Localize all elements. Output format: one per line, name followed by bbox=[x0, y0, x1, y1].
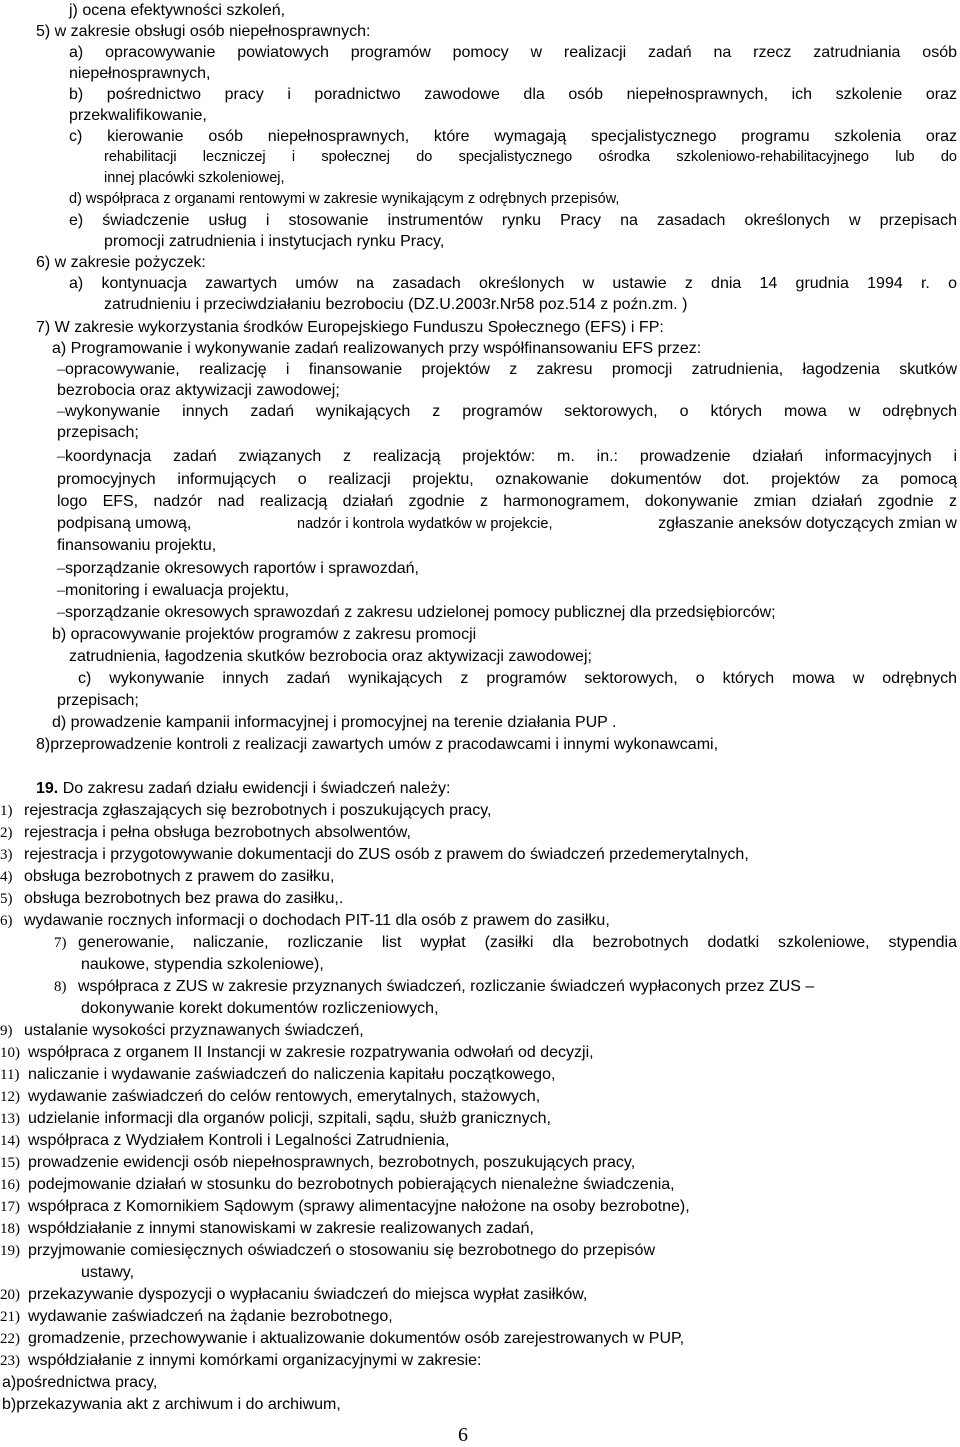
list-item: 19) przyjmowanie comiesięcznych oświadczeń o stosowaniu się bezrobotnego do przepisów bbox=[0, 1242, 655, 1259]
item-7a-bullet3-line3: logo EFS, nadzór nad realizacją działań zgodnie z harmonogramem, dokonywanie zmian działań zgodnie z bbox=[57, 493, 957, 510]
list-item: 5) obsługa bezrobotnych bez prawa do zasiłku,. bbox=[0, 890, 344, 907]
list-item: 6) wydawanie rocznych informacji o dochodach PIT-11 dla osób z prawem do zasiłku, bbox=[0, 912, 610, 929]
dash-icon: – bbox=[57, 403, 65, 420]
list-item: 11) naliczanie i wydawanie zaświadczeń do naliczenia kapitału początkowego, bbox=[0, 1066, 556, 1083]
dash-icon: – bbox=[57, 448, 65, 465]
dash-icon: – bbox=[57, 582, 65, 599]
item-5b-line1: b) pośrednictwo pracy i poradnictwo zawodowe dla osób niepełnosprawnych, ich szkolenie oraz bbox=[69, 86, 957, 103]
item-7a-bullet5: –monitoring i ewaluacja projektu, bbox=[57, 582, 290, 599]
dash-icon: – bbox=[57, 361, 65, 378]
list-item-continuation: naukowe, stypendia szkoleniowe), bbox=[81, 956, 324, 973]
item-7a-bullet3-line1: –koordynacja zadań związanych z realizacją projektów: m. in.: prowadzenie działań informacyjnych i bbox=[57, 448, 957, 465]
list-item: 10) współpraca z organem II Instancji w zakresie rozpatrywania odwołań od decyzji, bbox=[0, 1044, 594, 1061]
list-item: 21) wydawanie zaświadczeń na żądanie bezrobotnego, bbox=[0, 1308, 393, 1325]
item-7a-bullet6: –sporządzanie okresowych sprawozdań z zakresu udzielonej pomocy publicznej dla przedsiębiorców; bbox=[57, 604, 776, 621]
list-item: 15) prowadzenie ewidencji osób niepełnosprawnych, bezrobotnych, poszukujących pracy, bbox=[0, 1154, 636, 1171]
list-item: 13) udzielanie informacji dla organów policji, szpitali, sądu, służb granicznych, bbox=[0, 1110, 551, 1127]
list-item-continuation: dokonywanie korekt dokumentów rozliczeniowych, bbox=[81, 1000, 439, 1017]
item-7d: d) prowadzenie kampanii informacyjnej i promocyjnej na terenie działania PUP . bbox=[52, 714, 617, 731]
item-7b-line2: zatrudnienia, łagodzenia skutków bezrobocia oraz aktywizacji zawodowej; bbox=[69, 648, 592, 665]
list-item: 17) współpraca z Komornikiem Sądowym (sprawy alimentacyjne nałożone na osoby bezrobotne), bbox=[0, 1198, 690, 1215]
item-7a-heading: a) Programowanie i wykonywanie zadań realizowanych przy współfinansowaniu EFS przez: bbox=[52, 340, 702, 357]
item-5c-line1: c) kierowanie osób niepełnosprawnych, które wymagają specjalistycznego programu szkolenia oraz bbox=[69, 128, 957, 145]
item-8: 8)przeprowadzenie kontroli z realizacji zawartych umów z pracodawcami i innymi wykonawcami, bbox=[36, 736, 719, 753]
list-item: 22) gromadzenie, przechowywanie i aktualizowanie dokumentów osób zarejestrowanych w PUP, bbox=[0, 1330, 685, 1347]
dash-icon: – bbox=[57, 604, 65, 621]
item-5d: d) współpraca z organami rentowymi w zakresie wynikającym z odrębnych przepisów, bbox=[69, 191, 620, 207]
section-19-heading bbox=[36, 778, 450, 799]
list-item: 12) wydawanie zaświadczeń do celów rentowych, emerytalnych, stażowych, bbox=[0, 1088, 541, 1105]
item-7a-bullet1-line1: –opracowywanie, realizację i finansowanie projektów z zakresu promocji zatrudnienia, łagodzenia skutków bbox=[57, 361, 957, 378]
item-5-heading: 5) w zakresie obsługi osób niepełnosprawnych: bbox=[36, 23, 371, 40]
dash-icon: – bbox=[57, 560, 65, 577]
item-6a-line1: a) kontynuacja zawartych umów na zasadach określonych w ustawie z dnia 14 grudnia 1994 r. o bbox=[69, 275, 957, 292]
list-item: 3) rejestracja i przygotowywanie dokumentacji do ZUS osób z prawem do świadczeń przedemerytalnych, bbox=[0, 846, 749, 863]
item-7a-bullet2-line1: –wykonywanie innych zadań wynikających z programów sektorowych, o których mowa w odrębnych bbox=[57, 403, 957, 420]
item-7a-bullet4: –sporządzanie okresowych raportów i sprawozdań, bbox=[57, 560, 419, 577]
section-title: Do zakresu zadań działu ewidencji i świadczeń należy: bbox=[58, 780, 451, 797]
page-number: 6 bbox=[458, 1424, 468, 1446]
item-7a-bullet3-line4: podpisaną umową, nadzór i kontrola wydatków w projekcie, zgłaszanie aneksów dotyczących zmian w bbox=[57, 515, 957, 532]
item-5a-line2: niepełnosprawnych, bbox=[69, 65, 211, 82]
item-5e-line2: promocji zatrudnienia i instytucjach rynku Pracy, bbox=[104, 233, 445, 250]
list-item: 2) rejestracja i pełna obsługa bezrobotnych absolwentów, bbox=[0, 824, 411, 841]
item-7c-line2: przepisach; bbox=[57, 692, 139, 709]
item-7-heading: 7) W zakresie wykorzystania środków Europejskiego Funduszu Społecznego (EFS) i FP: bbox=[36, 319, 664, 336]
list-item: 7) generowanie, naliczanie, rozliczanie list wypłat (zasiłki dla bezrobotnych dodatki szkoleniowe, stypendia bbox=[54, 934, 957, 951]
list-item-continuation: ustawy, bbox=[81, 1264, 135, 1281]
item-j: j) ocena efektywności szkoleń, bbox=[69, 2, 286, 19]
item-7a-bullet3-line5: finansowaniu projektu, bbox=[57, 537, 217, 554]
item-5e-line1: e) świadczenie usług i stosowanie instrumentów rynku Pracy na zasadach określonych w przepisach bbox=[69, 212, 957, 229]
list-item: 1) rejestracja zgłaszających się bezrobotnych i poszukujących pracy, bbox=[0, 802, 492, 819]
item-7a-bullet1-line2: bezrobocia oraz aktywizacji zawodowej; bbox=[57, 382, 340, 399]
list-item: 14) współpraca z Wydziałem Kontroli i Legalności Zatrudnienia, bbox=[0, 1132, 450, 1149]
section-number: 19. bbox=[36, 780, 59, 797]
sub-item-a: a)pośrednictwa pracy, bbox=[2, 1374, 158, 1391]
sub-item-b: b)przekazywania akt z archiwum i do archiwum, bbox=[2, 1396, 341, 1413]
item-5c-line3: innej placówki szkoleniowej, bbox=[104, 170, 285, 186]
list-item: 16) podejmowanie działań w stosunku do bezrobotnych pobierających nienależne świadczenia, bbox=[0, 1176, 675, 1193]
list-item: 23) współdziałanie z innymi komórkami organizacyjnymi w zakresie: bbox=[0, 1352, 482, 1369]
list-item: 18) współdziałanie z innymi stanowiskami w zakresie realizowanych zadań, bbox=[0, 1220, 534, 1237]
list-item: 20) przekazywanie dyspozycji o wypłacaniu świadczeń do miejsca wypłat zasiłków, bbox=[0, 1286, 588, 1303]
item-7c-line1: c) wykonywanie innych zadań wynikających z programów sektorowych, o których mowa w odrębnych bbox=[78, 670, 957, 687]
item-6-heading: 6) w zakresie pożyczek: bbox=[36, 254, 206, 271]
item-5b-line2: przekwalifikowanie, bbox=[69, 107, 207, 124]
item-7a-bullet2-line2: przepisach; bbox=[57, 424, 139, 441]
item-5c-line2: rehabilitacji leczniczej i społecznej do specjalistycznego ośrodka szkoleniowo-rehabilitacyjnego lub do bbox=[104, 149, 957, 165]
list-item: 9) ustalanie wysokości przyznawanych świadczeń, bbox=[0, 1022, 364, 1039]
item-7a-bullet3-line2: promocyjnych informujących o realizacji projektu, oznakowanie dokumentów dot. projektów za pomocą bbox=[57, 471, 957, 488]
list-item: 4) obsługa bezrobotnych z prawem do zasiłku, bbox=[0, 868, 335, 885]
item-7b-line1: b) opracowywanie projektów programów z zakresu promocji bbox=[52, 626, 477, 643]
list-item: 8) współpraca z ZUS w zakresie przyznanych świadczeń, rozliczanie świadczeń wypłaconych przez ZUS – bbox=[54, 978, 815, 995]
item-6a-line2: zatrudnieniu i przeciwdziałaniu bezrobociu (DZ.U.2003r.Nr58 poz.514 z poźn.zm. ) bbox=[104, 296, 688, 313]
item-5a-line1: a) opracowywanie powiatowych programów pomocy w realizacji zadań na rzecz zatrudniania osób bbox=[69, 44, 957, 61]
